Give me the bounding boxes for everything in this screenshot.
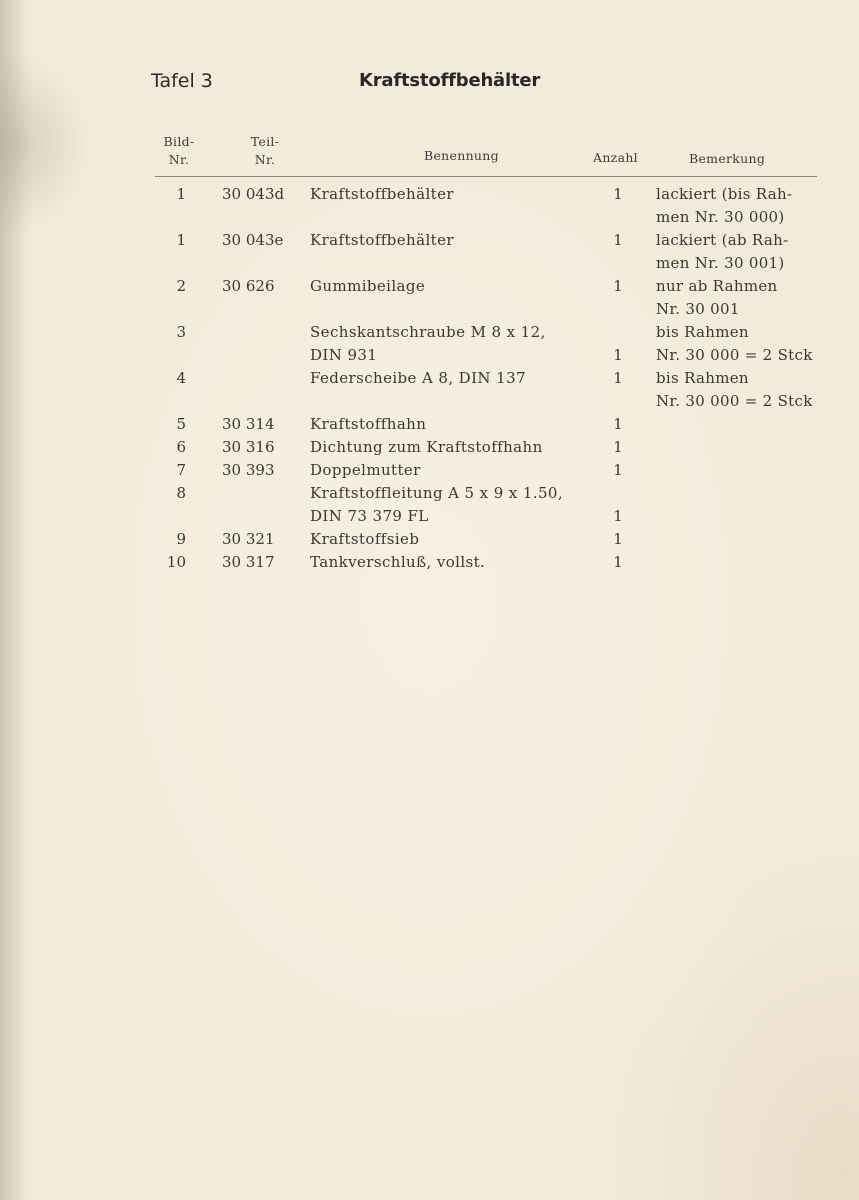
bild-nr: 6 [176, 438, 186, 456]
scan-edge-shadow [0, 0, 30, 1200]
teil-nr: 30 316 [222, 438, 275, 456]
teil-nr: 30 317 [222, 553, 275, 571]
anzahl-value: 1 [613, 438, 623, 456]
col-header-anzahl: Anzahl [593, 150, 638, 165]
anzahl-value: 1 [613, 277, 623, 295]
col-header-teil [243, 133, 287, 169]
teil-nr: 30 321 [222, 530, 275, 548]
anzahl-value: 1 [613, 369, 623, 387]
benennung-text: DIN 73 379 FL [310, 507, 429, 525]
header-rule [155, 176, 817, 177]
bemerkung-text: Nr. 30 000 = 2 Stck [656, 346, 813, 364]
teil-nr: 30 393 [222, 461, 275, 479]
anzahl-value: 1 [613, 461, 623, 479]
benennung-text: DIN 931 [310, 346, 378, 364]
bild-nr: 7 [176, 461, 186, 479]
benennung-text: Kraftstoffleitung A 5 x 9 x 1.50, [310, 484, 563, 502]
bemerkung-text: lackiert (bis Rah- [656, 185, 793, 203]
bild-nr: 4 [176, 369, 186, 387]
teil-nr: 30 314 [222, 415, 275, 433]
bild-nr: 9 [176, 530, 186, 548]
bild-nr: 8 [176, 484, 186, 502]
col-header-teil-line2: Nr. [254, 152, 276, 167]
teil-nr: 30 043d [222, 185, 285, 203]
anzahl-value: 1 [613, 231, 623, 249]
bemerkung-text: Nr. 30 001 [656, 300, 740, 318]
bild-nr: 1 [176, 185, 186, 203]
anzahl-value: 1 [613, 346, 623, 364]
bild-nr: 1 [176, 231, 186, 249]
benennung-text: Kraftstoffsieb [310, 530, 420, 548]
bild-nr: 2 [176, 277, 186, 295]
anzahl-value: 1 [613, 415, 623, 433]
col-header-bild [159, 133, 199, 169]
benennung-text: Kraftstoffhahn [310, 415, 427, 433]
col-header-bemerkung: Bemerkung [689, 151, 766, 166]
benennung-text: Kraftstoffbehälter [310, 185, 454, 203]
anzahl-value: 1 [613, 530, 623, 548]
benennung-text: Sechskantschraube M 8 x 12, [310, 323, 546, 341]
teil-nr: 30 626 [222, 277, 275, 295]
bild-nr: 5 [176, 415, 186, 433]
bemerkung-text: Nr. 30 000 = 2 Stck [656, 392, 813, 410]
teil-nr: 30 043e [222, 231, 284, 249]
benennung-text: Federscheibe A 8, DIN 137 [310, 369, 526, 387]
col-header-bild-line2: Nr. [168, 152, 190, 167]
col-header-bild-line1: Bild- [163, 134, 195, 149]
col-header-benennung: Benennung [424, 148, 499, 163]
bild-nr: 10 [166, 553, 186, 571]
bemerkung-text: lackiert (ab Rah- [656, 231, 789, 249]
bemerkung-text: bis Rahmen [656, 323, 749, 341]
plate-label: Tafel 3 [151, 70, 213, 92]
bild-nr: 3 [176, 323, 186, 341]
anzahl-value: 1 [613, 185, 623, 203]
col-header-teil-line1: Teil- [250, 134, 280, 149]
benennung-text: Kraftstoffbehälter [310, 231, 454, 249]
benennung-text: Tankverschluß, vollst. [310, 553, 486, 571]
benennung-text: Gummibeilage [310, 277, 426, 295]
page-title: Kraftstoffbehälter [359, 70, 541, 91]
anzahl-value: 1 [613, 507, 623, 525]
benennung-text: Dichtung zum Kraftstoffhahn [310, 438, 543, 456]
benennung-text: Doppelmutter [310, 461, 421, 479]
bemerkung-text: nur ab Rahmen [656, 277, 778, 295]
bemerkung-text: men Nr. 30 001) [656, 254, 785, 272]
anzahl-value: 1 [613, 553, 623, 571]
bemerkung-text: men Nr. 30 000) [656, 208, 785, 226]
bemerkung-text: bis Rahmen [656, 369, 749, 387]
